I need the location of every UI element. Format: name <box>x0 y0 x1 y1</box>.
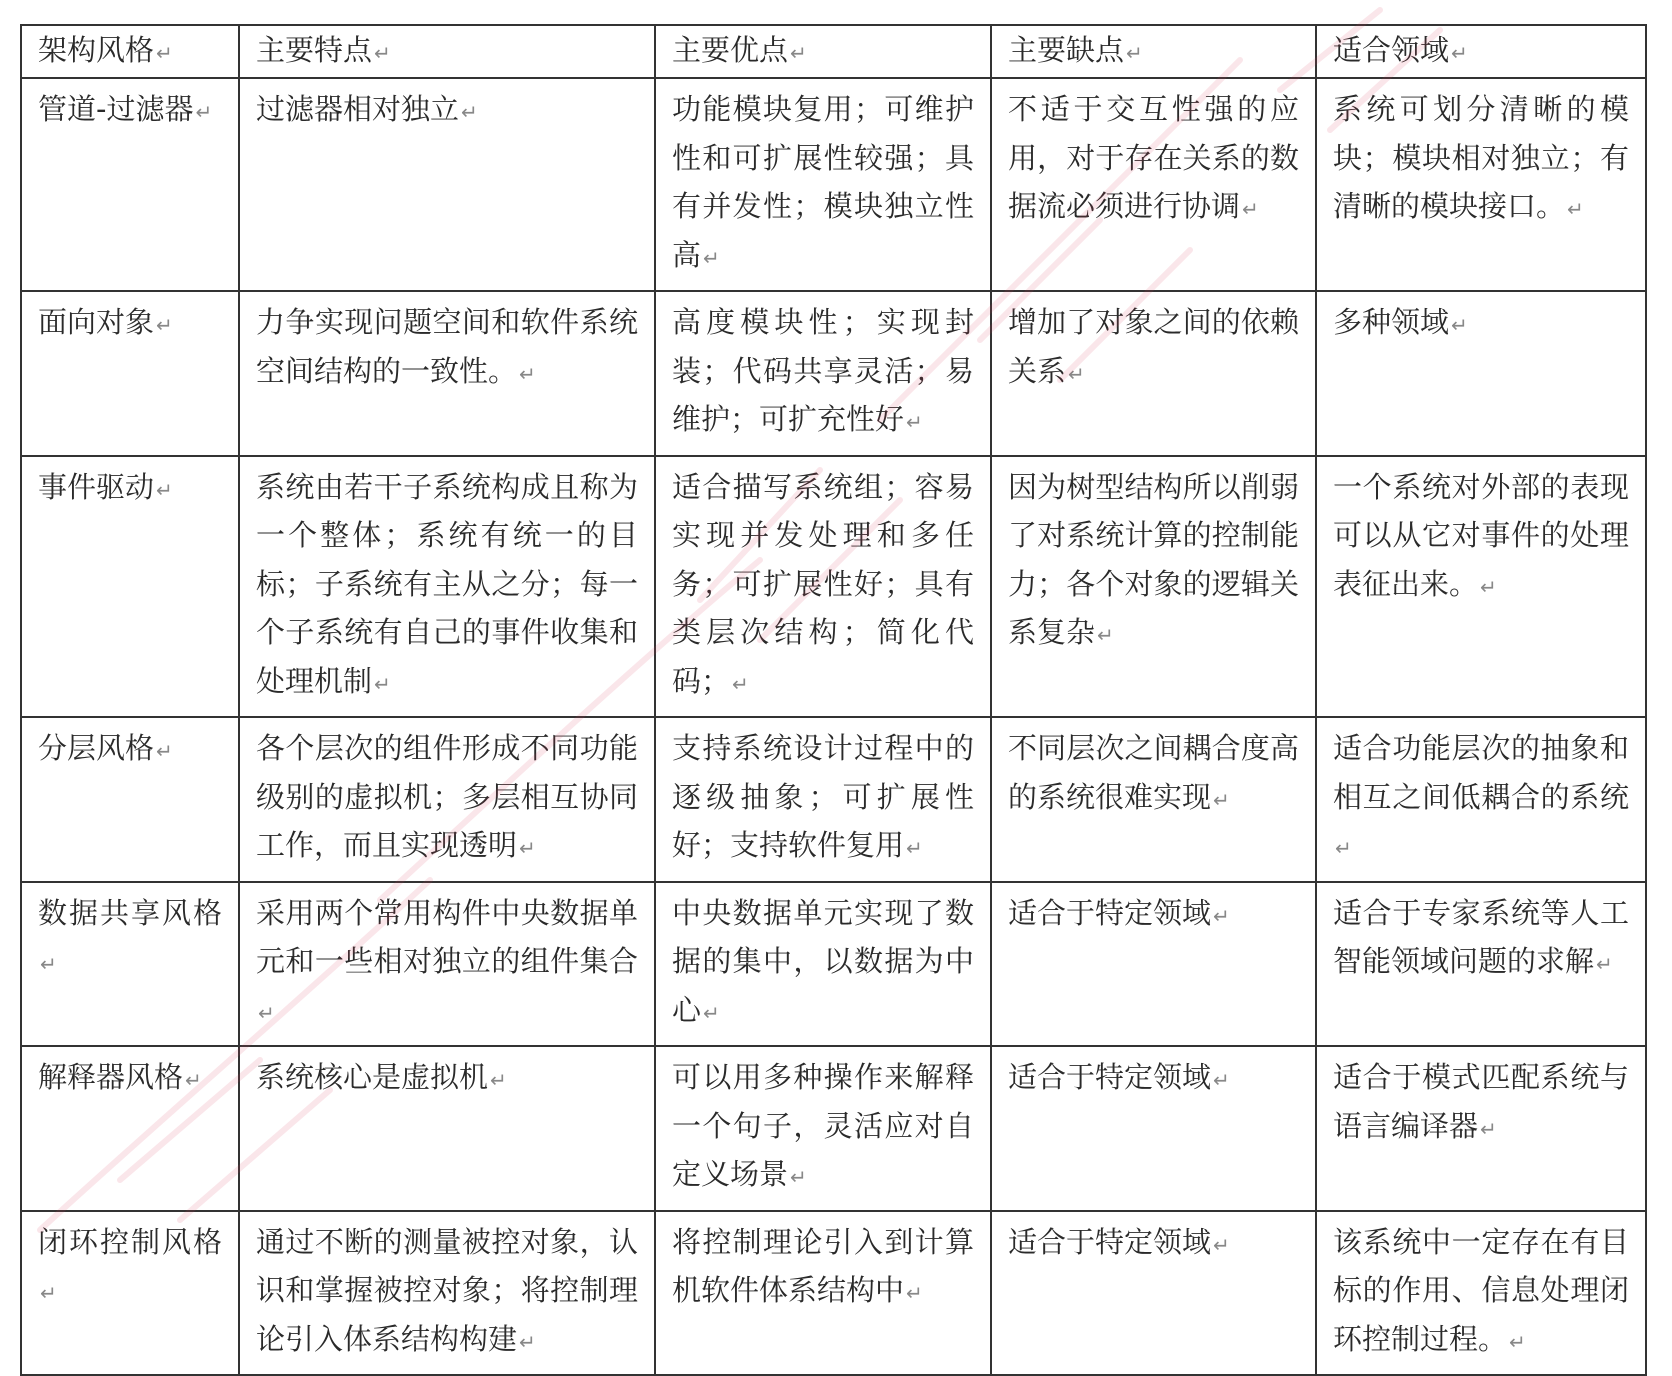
table-cell: 高度模块性；实现封装；代码共享灵活；易维护；可扩充性好 ↵ <box>655 291 991 456</box>
header-cell: 主要缺点 ↵ <box>991 25 1316 78</box>
table-cell: 数据共享风格↵ <box>21 882 239 1047</box>
architecture-style-table <box>20 24 1647 1376</box>
header-cell: 主要特点 ↵ <box>239 25 655 78</box>
table-cell: 中央数据单元实现了数据的集中，以数据为中心 ↵ <box>655 882 991 1047</box>
table-row <box>21 78 1646 291</box>
table-row <box>21 1046 1646 1211</box>
table-header-row <box>21 25 1646 78</box>
table-cell: 解释器风格 ↵ <box>21 1046 239 1211</box>
table-cell: 过滤器相对独立 ↵ <box>239 78 655 291</box>
table-cell: 闭环控制风格↵ <box>21 1211 239 1376</box>
architecture-style-table-container <box>20 24 1645 1376</box>
table-cell: 因为树型结构所以削弱了对系统计算的控制能力；各个对象的逻辑关系复杂 ↵ <box>991 456 1316 718</box>
table-cell: 事件驱动 ↵ <box>21 456 239 718</box>
table-cell: 分层风格 ↵ <box>21 717 239 882</box>
table-cell: 支持系统设计过程中的逐级抽象；可扩展性好；支持软件复用 ↵ <box>655 717 991 882</box>
table-cell: 适合于特定领域 ↵ <box>991 1211 1316 1376</box>
table-cell: 多种领域 ↵ <box>1316 291 1646 456</box>
table-row <box>21 456 1646 718</box>
table-cell: 适合于模式匹配系统与语言编译器 ↵ <box>1316 1046 1646 1211</box>
table-cell: 适合于特定领域 ↵ <box>991 882 1316 1047</box>
table-row <box>21 717 1646 882</box>
table-cell: 系统可划分清晰的模块；模块相对独立；有清晰的模块接口。 ↵ <box>1316 78 1646 291</box>
table-cell: 适合功能层次的抽象和相互之间低耦合的系统↵ <box>1316 717 1646 882</box>
table-cell: 可以用多种操作来解释一个句子，灵活应对自定义场景 ↵ <box>655 1046 991 1211</box>
table-cell: 适合于专家系统等人工智能领域问题的求解 ↵ <box>1316 882 1646 1047</box>
table-cell: 一个系统对外部的表现可以从它对事件的处理表征出来。 ↵ <box>1316 456 1646 718</box>
table-row <box>21 291 1646 456</box>
table-cell: 功能模块复用；可维护性和可扩展性较强；具有并发性；模块独立性高 ↵ <box>655 78 991 291</box>
table-cell: 面向对象 ↵ <box>21 291 239 456</box>
table-cell: 通过不断的测量被控对象，认识和掌握被控对象；将控制理论引入体系结构构建 ↵ <box>239 1211 655 1376</box>
table-cell: 不同层次之间耦合度高的系统很难实现 ↵ <box>991 717 1316 882</box>
table-cell: 该系统中一定存在有目标的作用、信息处理闭环控制过程。 ↵ <box>1316 1211 1646 1376</box>
header-cell: 主要优点 ↵ <box>655 25 991 78</box>
table-cell: 增加了对象之间的依赖关系 ↵ <box>991 291 1316 456</box>
header-cell: 架构风格 ↵ <box>21 25 239 78</box>
table-cell: 不适于交互性强的应用，对于存在关系的数据流必须进行协调 ↵ <box>991 78 1316 291</box>
table-cell: 采用两个常用构件中央数据单元和一些相对独立的组件集合↵ <box>239 882 655 1047</box>
table-cell: 力争实现问题空间和软件系统空间结构的一致性。 ↵ <box>239 291 655 456</box>
table-cell: 系统核心是虚拟机 ↵ <box>239 1046 655 1211</box>
table-cell: 管道-过滤器 ↵ <box>21 78 239 291</box>
table-row <box>21 882 1646 1047</box>
table-cell: 适合描写系统组；容易实现并发处理和多任务；可扩展性好；具有类层次结构；简化代码； ↵ <box>655 456 991 718</box>
table-row <box>21 1211 1646 1376</box>
table-cell: 适合于特定领域 ↵ <box>991 1046 1316 1211</box>
table-cell: 各个层次的组件形成不同功能级别的虚拟机；多层相互协同工作，而且实现透明 ↵ <box>239 717 655 882</box>
table-cell: 将控制理论引入到计算机软件体系结构中 ↵ <box>655 1211 991 1376</box>
table-cell: 系统由若干子系统构成且称为一个整体；系统有统一的目标；子系统有主从之分；每一个子系统有自己的事件收集和处理机制 ↵ <box>239 456 655 718</box>
header-cell: 适合领域 ↵ <box>1316 25 1646 78</box>
